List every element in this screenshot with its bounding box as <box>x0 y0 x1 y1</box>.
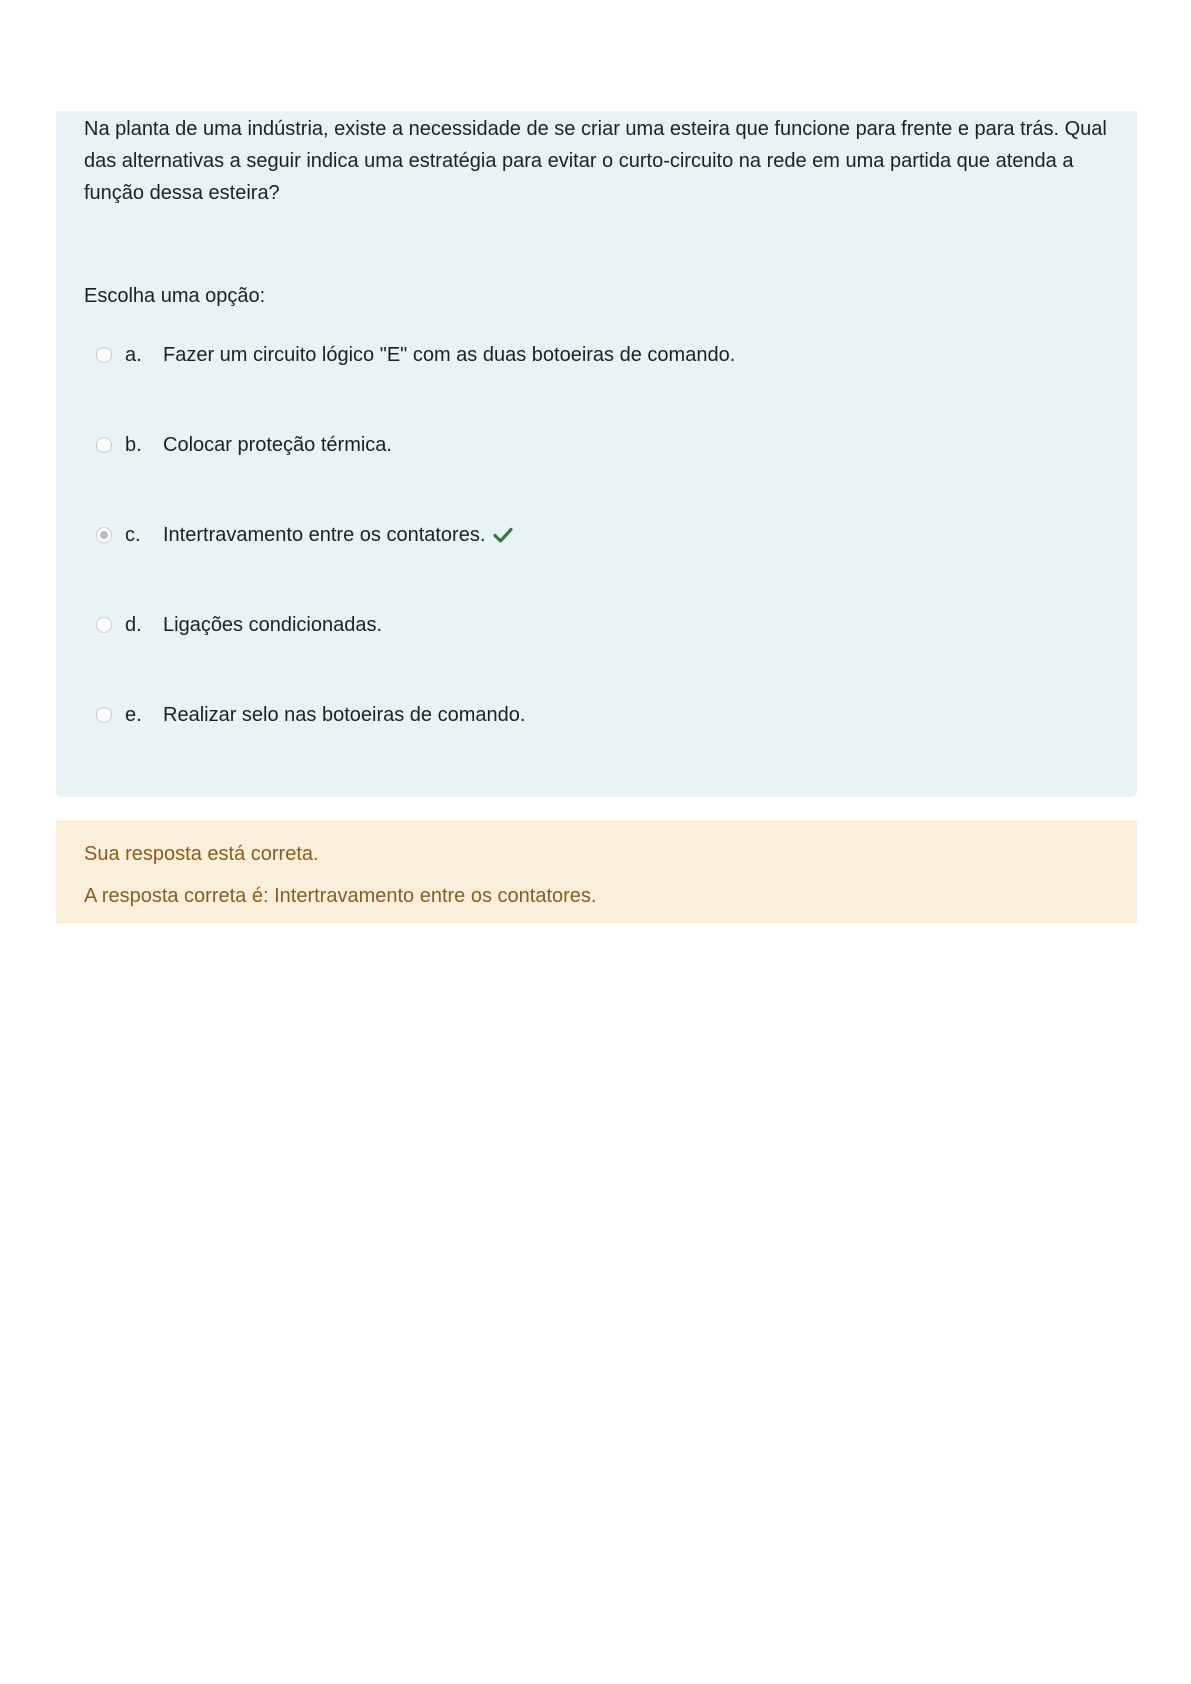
question-text: Na planta de uma indústria, existe a necessidade de se criar uma esteira que funcione para frente e para trás. Qual das alternativas a seguir indica uma estratégia para evitar o curto-circuito na rede em uma partida que atenda a função dessa esteira? <box>84 118 1107 204</box>
radio-option-b[interactable] <box>96 437 112 453</box>
option-letter: e. <box>125 704 142 726</box>
check-icon <box>493 526 513 544</box>
question-panel <box>56 111 1137 797</box>
option-label: Fazer um circuito lógico "E" com as duas botoeiras de comando. <box>163 344 736 366</box>
option-label: Intertravamento entre os contatores. <box>163 524 486 546</box>
answer-option-b[interactable] <box>96 429 392 461</box>
answer-option-d[interactable] <box>96 609 382 641</box>
option-letter: b. <box>125 434 142 456</box>
option-label: Colocar proteção térmica. <box>163 434 392 456</box>
choose-option-prompt: Escolha uma opção: <box>84 285 266 307</box>
option-label: Ligações condicionadas. <box>163 614 383 636</box>
radio-option-a[interactable] <box>96 347 112 363</box>
radio-option-d[interactable] <box>96 617 112 633</box>
option-letter: a. <box>125 344 142 366</box>
option-label: Realizar selo nas botoeiras de comando. <box>163 704 526 726</box>
answer-option-c[interactable] <box>96 519 513 551</box>
answer-option-a[interactable] <box>96 339 735 371</box>
radio-option-c[interactable] <box>96 527 112 543</box>
option-letter: c. <box>125 524 141 546</box>
option-letter: d. <box>125 614 142 636</box>
correct-answer-text: A resposta correta é: Intertravamento entre os contatores. <box>84 885 597 907</box>
feedback-panel <box>56 820 1137 924</box>
answer-option-e[interactable] <box>96 699 525 731</box>
radio-option-e[interactable] <box>96 707 112 723</box>
feedback-status: Sua resposta está correta. <box>84 843 319 865</box>
